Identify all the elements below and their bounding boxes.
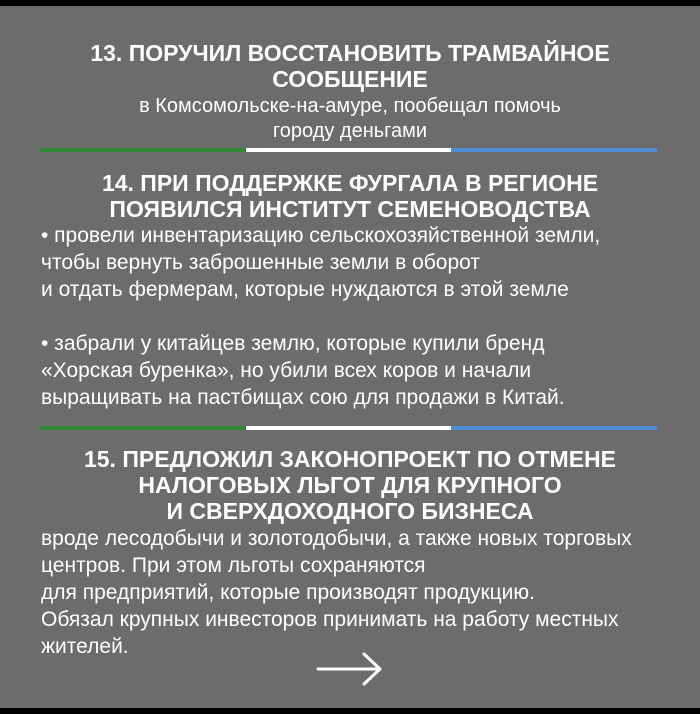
heading-line: 14. ПРИ ПОДДЕРЖКЕ ФУРГАЛА В РЕГИОНЕ (101, 170, 599, 196)
heading-line: СООБЩЕНИЕ (272, 66, 428, 92)
section-13-heading (0, 40, 700, 92)
body-line: вроде лесодобычи и золотодобычи, а также новых торговых (41, 527, 632, 550)
body-line: • забрали у китайцев землю, которые купили бренд (41, 332, 545, 355)
section-15 (0, 446, 700, 660)
subtitle-line: городу деньгами (272, 120, 428, 142)
body-line: «Хорская буренка», но убили всех коров и начали (41, 359, 532, 382)
divider-1 (40, 148, 657, 152)
body-line: чтобы вернуть заброшенные земли в оборот (41, 251, 480, 274)
heading-line: 13. ПОРУЧИЛ ВОССТАНОВИТЬ ТРАМВАЙНОЕ (90, 40, 610, 66)
section-15-body (0, 525, 700, 660)
divider-green (40, 148, 246, 152)
body-line: • провели инвентаризацию сельскохозяйственной земли, (41, 224, 601, 247)
divider-2 (40, 426, 657, 430)
section-14 (0, 170, 700, 411)
section-14-bullet-1 (0, 222, 700, 303)
subtitle-line: в Комсомольске-на-амуре, пообещал помочь (139, 95, 561, 117)
section-13 (0, 40, 700, 144)
body-line: центров. При этом льготы сохраняются (41, 554, 426, 577)
body-line: Обязал крупных инвесторов принимать на работу местных (41, 608, 619, 631)
body-line: и отдать фермерам, которые нуждаются в этой земле (41, 278, 569, 301)
divider-blue (451, 426, 657, 430)
heading-line: И СВЕРХДОХОДНОГО БИЗНЕСА (166, 498, 534, 524)
divider-green (40, 426, 246, 430)
divider-blue (451, 148, 657, 152)
section-15-heading (0, 446, 700, 524)
heading-line: НАЛОГОВЫХ ЛЬГОТ ДЛЯ КРУПНОГО (138, 472, 562, 498)
section-14-bullet-2 (0, 330, 700, 411)
divider-white (246, 148, 452, 152)
heading-line: 15. ПРЕДЛОЖИЛ ЗАКОНОПРОЕКТ ПО ОТМЕНЕ (83, 446, 617, 472)
arrow-right-icon[interactable] (316, 651, 384, 687)
divider-white (246, 426, 452, 430)
heading-line: ПОЯВИЛСЯ ИНСТИТУТ СЕМЕНОВОДСТВА (109, 196, 591, 222)
body-line: выращивать на пастбищах сою для продажи в Китай. (41, 386, 565, 409)
section-14-heading (0, 170, 700, 222)
body-line: жителей. (41, 635, 129, 658)
section-13-subtitle (0, 94, 700, 144)
body-line: для предприятий, которые производят продукцию. (41, 581, 535, 604)
info-card (0, 6, 700, 708)
